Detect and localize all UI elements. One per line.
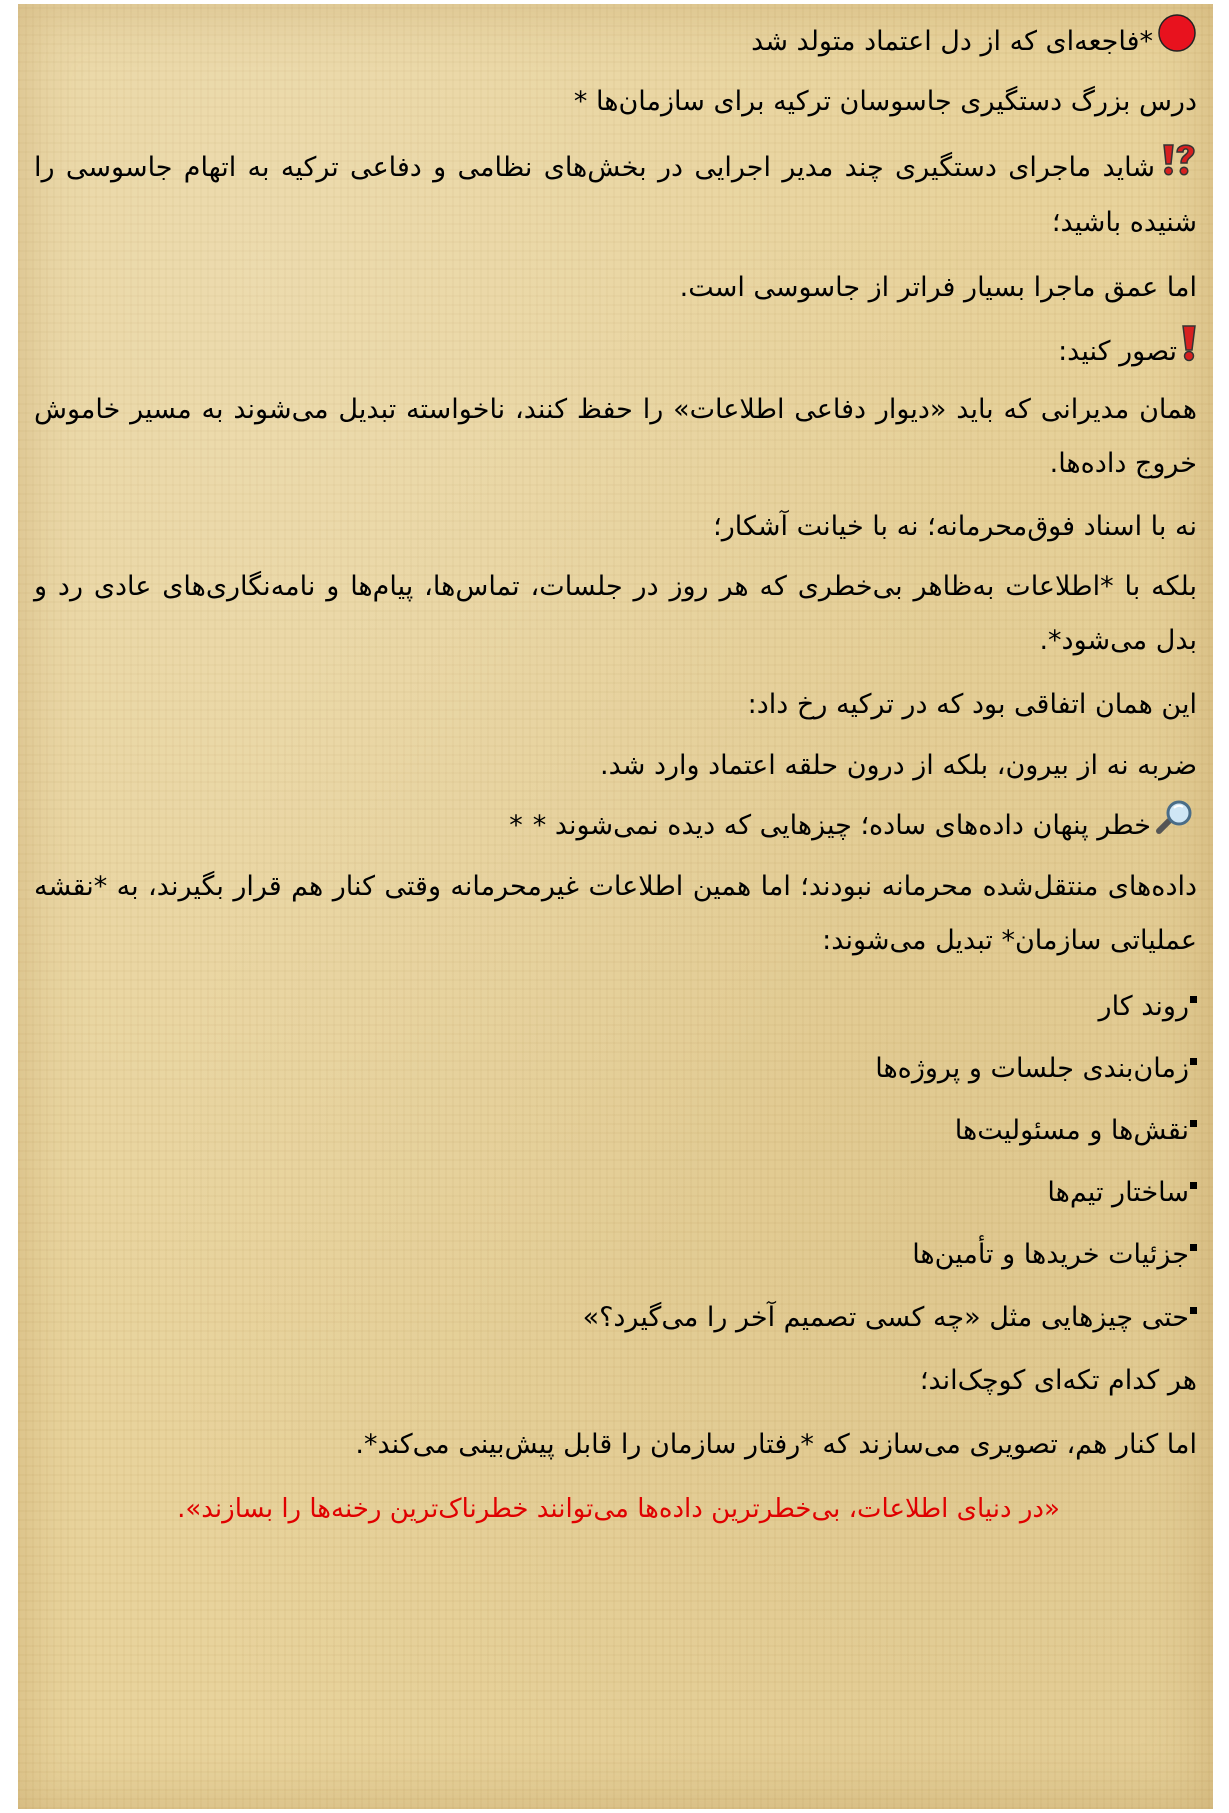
list-item-text: ساختار تیم‌ها — [1047, 1177, 1189, 1208]
red-exclamation-icon — [1181, 324, 1197, 381]
paragraph-managers: همان مدیرانی که باید «دیوار دفاعی اطلاعات» را حفظ کنند، ناخواسته تبدیل می‌شوند به مسیر خاموش خروج داده‌ها. — [34, 394, 1197, 479]
list-item — [34, 1228, 1197, 1282]
list-item-text: حتی چیزهایی مثل «چه کسی تصمیم آخر را می‌گیرد؟» — [582, 1302, 1189, 1333]
title-text: *فاجعه‌ای که از دل اعتماد متولد شد — [751, 26, 1153, 57]
section-heading-prefix: * — [509, 810, 523, 841]
list-item-text: روند کار — [1098, 991, 1189, 1022]
intro-text: شاید ماجرای دستگیری چند مدیر اجرایی در بخش‌های نظامی و دفاعی ترکیه به اتهام جاسوسی را شنیده باشید؛ — [34, 152, 1197, 238]
list-item-text: جزئیات خریدها و تأمین‌ها — [912, 1239, 1189, 1270]
list-item — [34, 1104, 1197, 1158]
list-item — [34, 1291, 1197, 1345]
exclamation-question-icon — [1159, 141, 1197, 196]
paragraph-operational-map: داده‌های منتقل‌شده محرمانه نبودند؛ اما همین اطلاعات غیرمحرمانه وقتی کنار هم قرار بگیرند، به *نقشه عملیاتی سازمان* تبدیل می‌شوند: — [34, 871, 1197, 956]
bullet-icon — [1190, 1244, 1197, 1251]
section-heading-text: خطر پنهان داده‌های ساده؛ چیزهایی که دیده نمی‌شوند * — [532, 810, 1151, 841]
bullet-icon — [1190, 1182, 1197, 1189]
magnifier-icon — [1155, 799, 1197, 854]
paragraph-turkey: این همان اتفاقی بود که در ترکیه رخ داد: — [747, 689, 1197, 720]
section-heading — [34, 799, 1197, 854]
closing-quote: «در دنیای اطلاعات، بی‌خطرترین داده‌ها می‌توانند خطرناک‌ترین رخنه‌ها را بسازند». — [177, 1494, 1060, 1524]
paragraph-small-pieces: هر کدام تکه‌ای کوچک‌اند؛ — [919, 1365, 1197, 1396]
bullet-icon — [1190, 1058, 1197, 1065]
bullet-icon — [1190, 1120, 1197, 1127]
bullet-icon — [1190, 996, 1197, 1003]
list-item-text: زمان‌بندی جلسات و پروژه‌ها — [875, 1053, 1189, 1084]
parchment-page — [18, 4, 1213, 1809]
red-circle-icon — [1157, 13, 1197, 72]
list-item — [34, 1042, 1197, 1096]
bullet-icon — [1190, 1307, 1197, 1314]
article-subtitle: درس بزرگ دستگیری جاسوسان ترکیه برای سازمان‌ها * — [573, 86, 1197, 117]
paragraph-depth: اما عمق ماجرا بسیار فراتر از جاسوسی است. — [679, 272, 1197, 303]
list-item — [34, 980, 1197, 1034]
paragraph-harmless-info: بلکه با *اطلاعات به‌ظاهر بی‌خطری که هر روز در جلسات، تماس‌ها، پیام‌ها و نامه‌نگاری‌های عادی رد و بدل می‌شود*. — [34, 571, 1197, 656]
list-item — [34, 1166, 1197, 1220]
article-body — [34, 4, 1197, 1809]
imagine-text: تصور کنید: — [1058, 336, 1177, 367]
list-item-text: نقش‌ها و مسئولیت‌ها — [954, 1115, 1189, 1146]
paragraph-not-documents: نه با اسناد فوق‌محرمانه؛ نه با خیانت آشکار؛ — [713, 511, 1197, 542]
paragraph-imagine — [34, 324, 1197, 381]
paragraph-inside-circle: ضربه نه از بیرون، بلکه از درون حلقه اعتماد وارد شد. — [600, 750, 1197, 781]
article-title — [34, 13, 1197, 72]
paragraph-predictable: اما کنار هم، تصویری می‌سازند که *رفتار سازمان را قابل پیش‌بینی می‌کند*. — [355, 1429, 1197, 1460]
paragraph-intro — [34, 141, 1197, 250]
